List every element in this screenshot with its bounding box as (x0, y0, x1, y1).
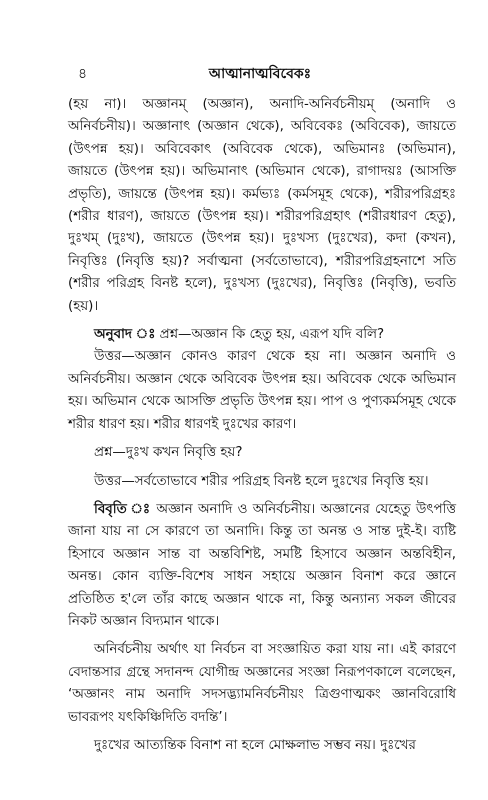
answer-2: উত্তর—সর্বতোভাবে শরীর পরিগ্রহ বিনষ্ট হলে দুঃখের নিবৃত্তি হয়। (94, 473, 429, 489)
explanation-text: অজ্ঞান অনাদি ও অনির্বচনীয়। অজ্ঞানের যেহেতু উৎপত্তি জানা যায় না সে কারণে তা অনাদি। কিন্তু তা অনন্ত ও সান্ত দুই-ই। ব্যষ্টি হিসাবে অজ্ঞান সান্ত বা অন্তবিশিষ্ট, সমষ্টি হিসাবে অজ্ঞান অন্তবিহীন, অনন্ত। কোন ব্যক্তি-বিশেষ সাধন সহায়ে অজ্ঞান বিনাশ করে জ্ঞানে প্রতিষ্ঠিত হ'লে তাঁর কাছে অজ্ঞান থাকে না, কিন্তু অন্যান্য সকল জীবের নিকট অজ্ঞান বিদ্যমান থাকে। (68, 501, 456, 629)
explanation-paragraph (68, 499, 456, 633)
page-number: ৪ (78, 66, 88, 82)
explanation-paragraph-3: দুঃখের আত্যন্তিক বিনাশ না হলে মোক্ষলাভ সম্ভব নয়। দুঃখের (94, 737, 416, 753)
question-1: প্রশ্ন—অজ্ঞান কি হেতু হয়, এরূপ যদি বলি? (159, 327, 385, 343)
translation-question (68, 324, 456, 346)
running-title: আত্মানাত্মবিবেকঃ (208, 66, 312, 82)
page-body (68, 94, 456, 757)
answer-1: উত্তর—অজ্ঞান কোনও কারণ থেকে হয় না। অজ্ঞান অনাদি ও অনির্বচনীয়। অজ্ঞান থেকে অবিবেক উৎপন্ন হয়। অবিবেক থেকে অভিমান হয়। অভিমান থেকে আসক্তি প্রভৃতি উৎপন্ন হয়। পাপ ও পুণ্যকর্মসমূহ থেকে শরীর ধারণ হয়। শরীর ধারণই দুঃখের কারণ। (68, 349, 456, 432)
question-2: প্রশ্ন—দুঃখ কখন নিবৃত্তি হয়? (94, 445, 243, 461)
translation-label: অনুবাদ ঃ (94, 327, 156, 343)
explanation-label: বিবৃতি ঃ (94, 501, 152, 517)
explanation-paragraph-2: অনির্বচনীয় অর্থাৎ যা নির্বচন বা সংজ্ঞায়িত করা যায় না। এই কারণে বেদান্তসার গ্রন্থে সদানন্দ যোগীন্দ্র অজ্ঞানের সংজ্ঞা নিরূপণকালে বলেছেন, ‘অজ্ঞানং নাম অনাদি সদসদ্ভ্যামনির্বচনীয়ং ত্রিগুণাত্মকং জ্ঞানবিরোধি ভাবরূপং যৎকিঞ্চিদিতি বদন্তি’। (68, 642, 456, 725)
running-head (68, 62, 452, 82)
word-meaning-paragraph: (হয় না)। অজ্ঞানম্ (অজ্ঞান), অনাদি-অনির্বচনীয়ম্ (অনাদি ও অনির্বচনীয়)। অজ্ঞানাৎ (অজ্ঞান থেকে), অবিবেকঃ (অবিবেক), জায়তে (উৎপন্ন হয়)। অবিবেকাৎ (অবিবেক থেকে), অভিমানঃ (অভিমান), জায়তে (উৎপন্ন হয়)। অভিমানাৎ (অভিমান থেকে), রাগাদয়ঃ (আসক্তি প্রভৃতি), জায়ন্তে (উৎপন্ন হয়)। কর্মভ্যঃ (কর্মসমূহ থেকে), শরীরপরিগ্রহঃ (শরীর ধারণ), জায়তে (উৎপন্ন হয়)। শরীরপরিগ্রহাৎ (শরীরধারণ হেতু), দুঃখম্ (দুঃখ), জায়তে (উৎপন্ন হয়)। দুঃখস্য (দুঃখের), কদা (কখন), নিবৃত্তিঃ (নিবৃত্তি হয়)? সর্বাত্মনা (সর্বতোভাবে), শরীরপরিগ্রহনাশে সতি (শরীর পরিগ্রহ বিনষ্ট হলে), দুঃখস্য (দুঃখের), নিবৃত্তিঃ (নিবৃত্তি), ভবতি (হয়)। (68, 97, 456, 314)
